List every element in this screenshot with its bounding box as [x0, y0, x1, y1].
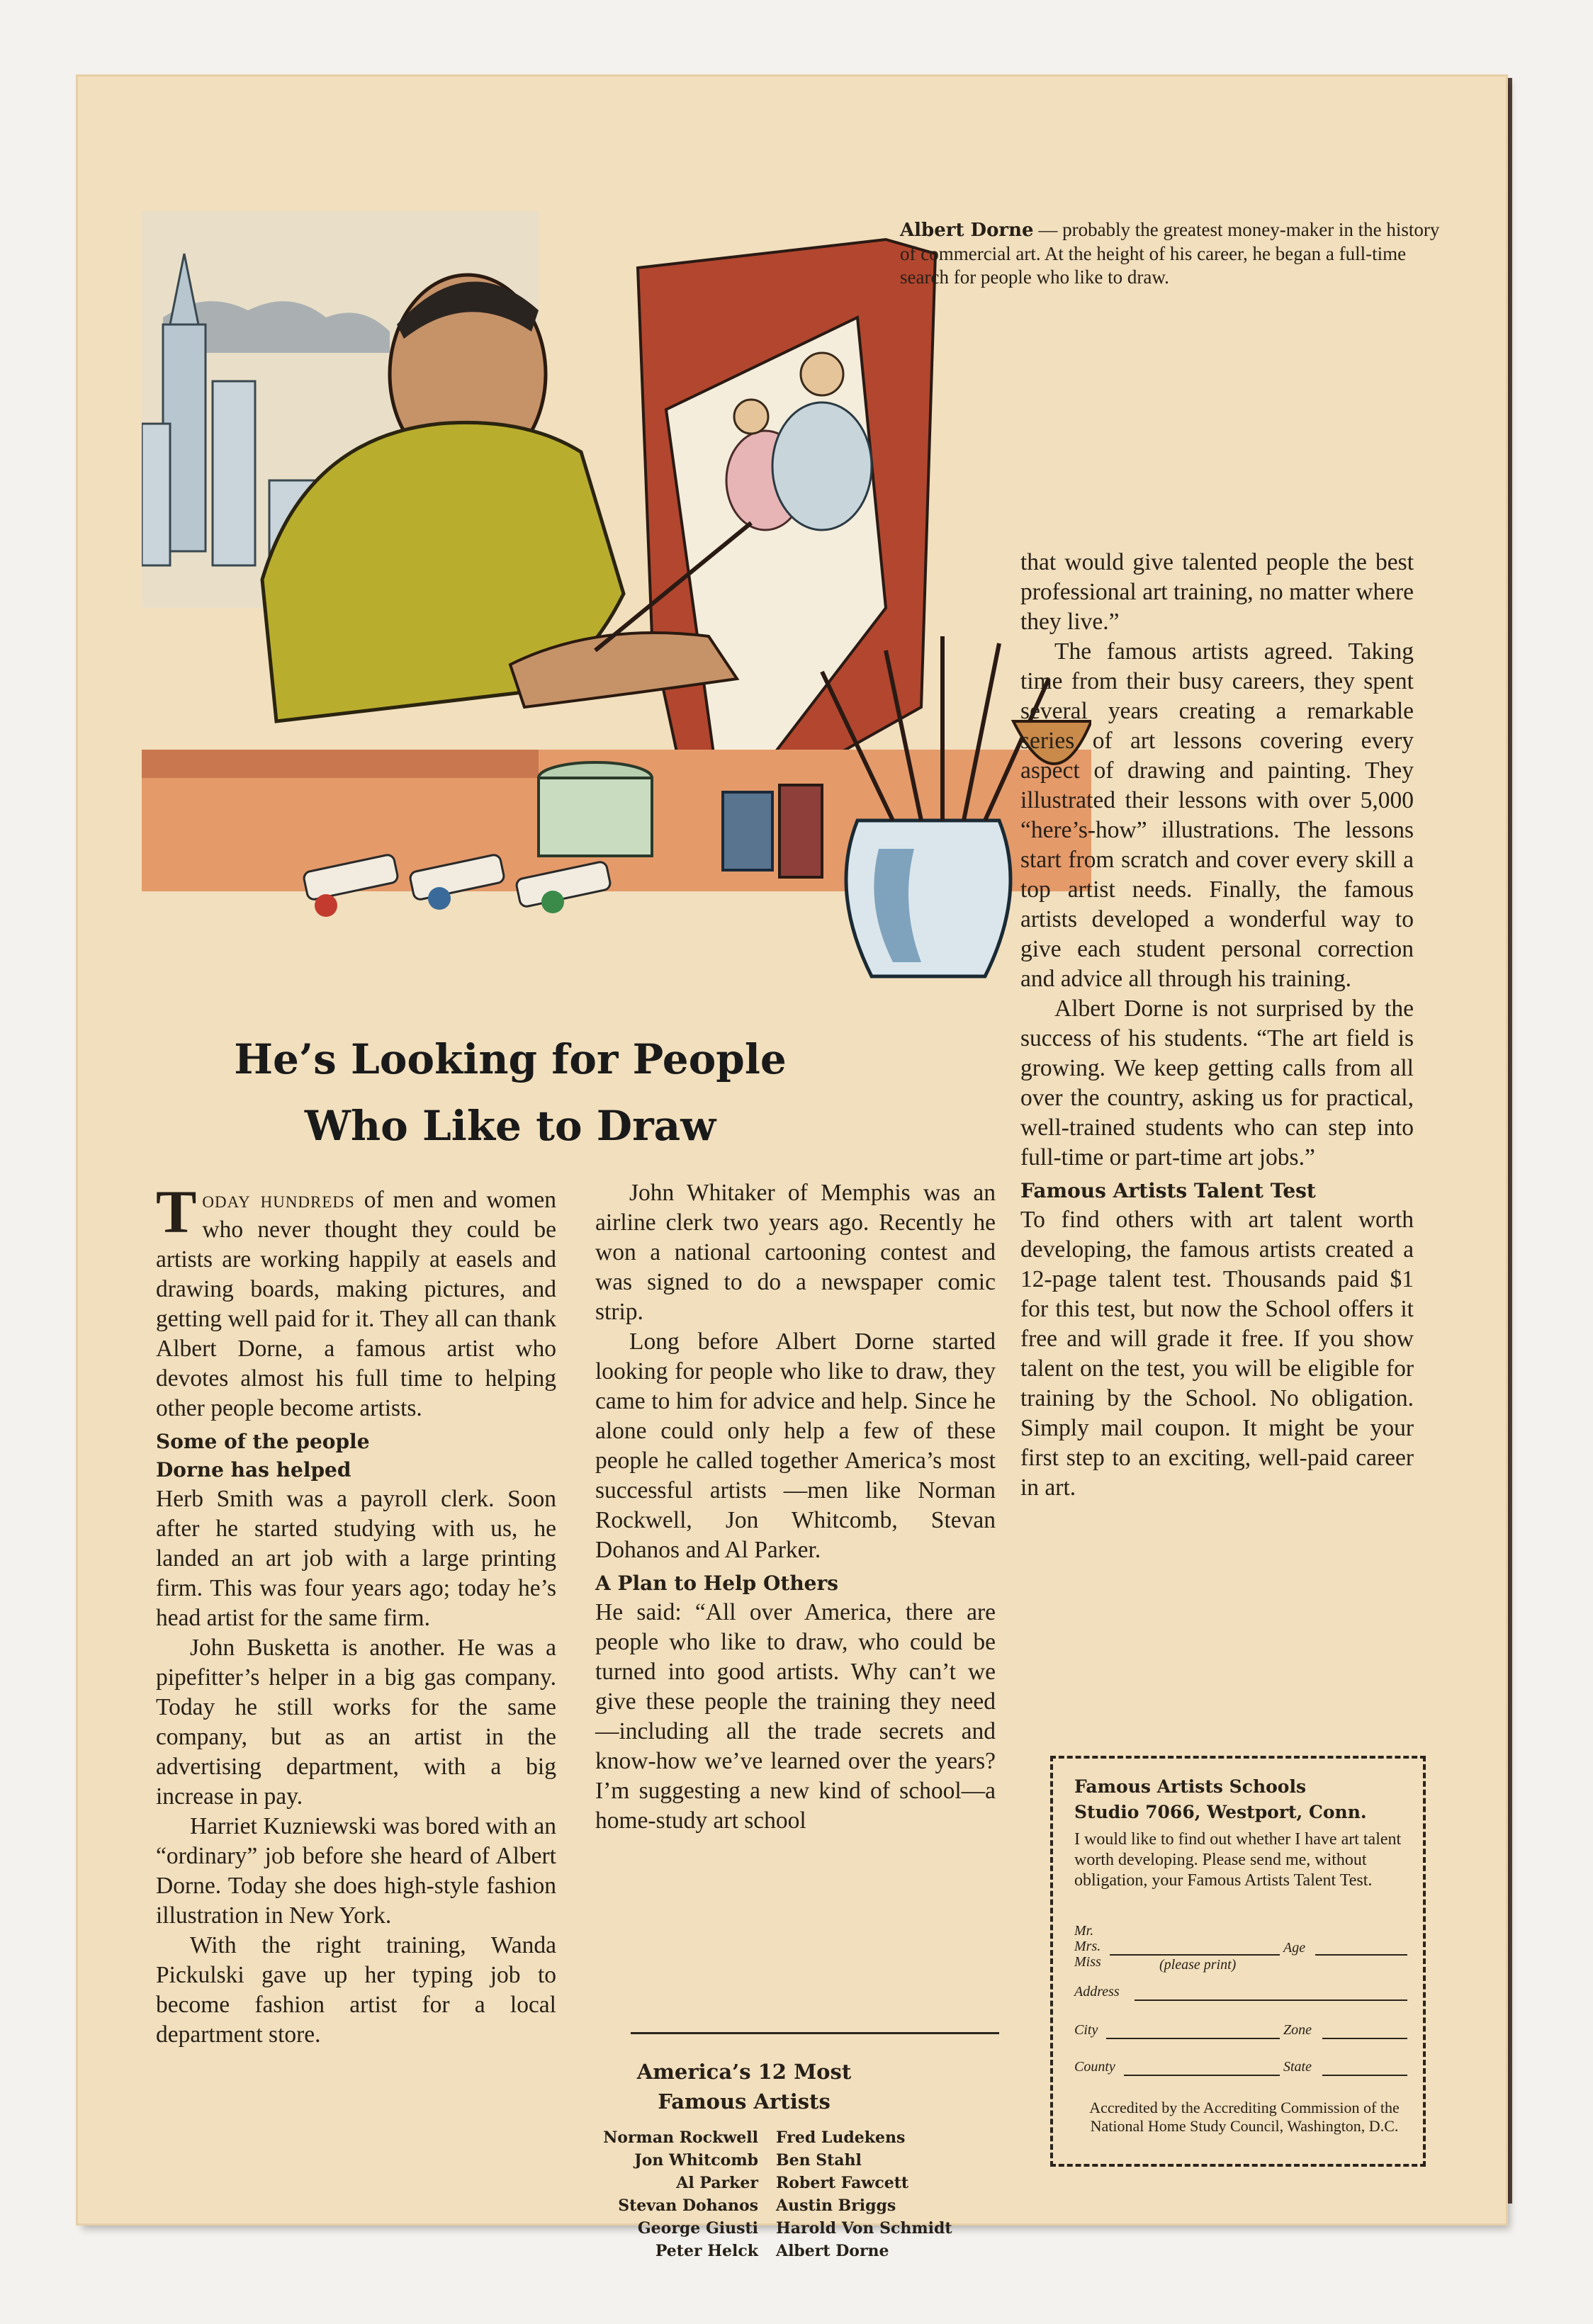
artist-name: Peter Helck	[655, 2242, 758, 2260]
artists-title-line-2: Famous Artists	[658, 2089, 831, 2114]
artist-name: Norman Rockwell	[603, 2128, 758, 2147]
coupon-label-county: County	[1074, 2059, 1115, 2075]
coupon-heading-line-2: Studio 7066, Westport, Conn.	[1074, 1802, 1367, 1822]
caption-text: — probably the greatest money-maker in the history of commercial art. At the height of his career, he began a full-time search for people who like to draw.	[900, 219, 1440, 288]
col3-subhead: Famous Artists Talent Test	[1020, 1179, 1316, 1202]
coupon-age-line[interactable]	[1315, 1954, 1407, 1956]
coupon-zone-line[interactable]	[1322, 2038, 1407, 2039]
col2-paragraph-2: Long before Albert Dorne started looking for people who like to draw, they came to him for advice and help. Since he alone could only help a few of these people he called together America’s most successful artists —men like Norman Rockwell, Jon Whitcomb, Stevan Dohanos and Al Parker.	[595, 1329, 996, 1563]
coupon-city-line[interactable]	[1106, 2038, 1280, 2039]
coupon-body: I would like to find out whether I have art talent worth developing. Please send me, without obligation, your Famous Artists Talent Test.	[1074, 1830, 1402, 1890]
artist-name: Jon Whitcomb	[634, 2151, 758, 2170]
artists-title-line-1: America’s 12 Most	[636, 2060, 852, 2084]
coupon-county-line[interactable]	[1124, 2075, 1280, 2076]
artist-name: Austin Briggs	[776, 2196, 896, 2215]
artists-box-rule	[631, 2032, 999, 2034]
coupon-heading	[1074, 1774, 1367, 1825]
col3-paragraph-2: The famous artists agreed. Taking time from their busy careers, they spent several years creating a remarkable series of art lessons covering every aspect of drawing and painting. They illustrated their lessons with over 5,000 “here’s-how” illustrations. The lessons start from scratch and cover every skill a top artist needs. Finally, the famous artists developed a wonderful way to give each student personal correction and advice all through his training.	[1020, 638, 1414, 992]
col1-paragraph-1-text: of men and women who never thought they could be artists are working happily at easels and drawing boards, making pictures, and getting well paid for it. They all can thank Albert Dorne, a famous artist who devotes almost his full time to helping other people become artists.	[156, 1187, 557, 1421]
drop-cap: T	[156, 1178, 197, 1246]
mail-coupon[interactable]	[1050, 1756, 1426, 2167]
coupon-address-line[interactable]	[1135, 1999, 1407, 2001]
text-column-3	[1020, 548, 1414, 1503]
illustration-caption	[900, 218, 1453, 289]
comic-back-cover	[78, 77, 1506, 2260]
coupon-label-city: City	[1074, 2022, 1098, 2038]
coupon-accreditation: Accredited by the Accrediting Commission of the National Home Study Council, Washington, D.C.	[1089, 2099, 1400, 2135]
headline-line-1: He’s Looking for People	[234, 1035, 787, 1083]
artists-box-title	[539, 2057, 950, 2116]
artist-name: Harold Von Schmidt	[776, 2219, 952, 2238]
coupon-label-state: State	[1283, 2059, 1312, 2075]
col1-subhead-line-2: Dorne has helped	[156, 1458, 351, 1482]
artist-name: Ben Stahl	[776, 2151, 862, 2170]
coupon-state-line[interactable]	[1322, 2075, 1407, 2076]
col1-paragraph-3: John Busketta is another. He was a pipefitter’s helper in a big gas company. Today he still works for the same company, but as an artist in the advertising department, with a big increase in pay.	[156, 1635, 556, 1810]
col1-paragraph-2: Herb Smith was a payroll clerk. Soon after he started studying with us, he landed an art job with a large printing firm. This was four years ago; today he’s head artist for the same firm.	[156, 1486, 556, 1631]
artists-list-right	[776, 2126, 1031, 2262]
artist-name: George Giusti	[637, 2219, 758, 2238]
headline-line-2: Who Like to Draw	[304, 1102, 716, 1150]
artist-illustration	[142, 211, 1091, 1058]
lead-in: oday hundreds	[202, 1187, 355, 1213]
artist-name: Al Parker	[676, 2174, 758, 2192]
col2-paragraph-3: He said: “All over America, there are people who like to draw, who could be turned into good artists. Why can’t we give these people the training they need—including all the trade secrets and know-how we’ve learned over the years? I’m suggesting a new kind of school—a home-study art school	[595, 1599, 996, 1834]
col1-paragraph-1	[156, 1178, 557, 1423]
artist-name: Robert Fawcett	[776, 2174, 909, 2192]
coupon-label-address: Address	[1074, 1984, 1120, 1999]
coupon-label-miss: Miss	[1074, 1954, 1101, 1970]
col3-paragraph-4: To find others with art talent worth developing, the famous artists created a 12-page talent test. Thousands paid $1 for this test, but now the School offers it free and will grade it free. If you show talent on the test, you will be eligible for training by the School. No obligation. Simply mail coupon. It might be your first step to an exciting, well-paid career in art.	[1020, 1207, 1414, 1501]
coupon-label-zone: Zone	[1283, 2022, 1312, 2038]
artist-name: Stevan Dohanos	[618, 2196, 758, 2215]
headline	[149, 1026, 872, 1159]
coupon-name-line[interactable]	[1110, 1954, 1280, 1956]
col1-paragraph-5: With the right training, Wanda Pickulski gave up her typing job to become fashion artist for a local department store.	[156, 1932, 556, 2048]
artist-name: Albert Dorne	[776, 2242, 889, 2260]
col2-paragraph-1: John Whitaker of Memphis was an airline clerk two years ago. Recently he won a national cartooning contest and was signed to do a newspaper comic strip.	[595, 1180, 996, 1325]
coupon-label-mrs: Mrs.	[1074, 1939, 1101, 1954]
caption-name: Albert Dorne	[900, 220, 1034, 241]
col3-paragraph-1: that would give talented people the best professional art training, no matter where they live.”	[1020, 549, 1414, 635]
col2-subhead: A Plan to Help Others	[595, 1572, 839, 1595]
text-column-2	[595, 1178, 996, 1836]
col3-paragraph-3: Albert Dorne is not surprised by the success of his students. “The art field is growing. We keep getting calls from all over the country, asking us for practical, well-trained students who can step into full-time or part-time art jobs.”	[1020, 995, 1414, 1171]
coupon-heading-line-1: Famous Artists Schools	[1074, 1776, 1307, 1797]
coupon-label-age: Age	[1283, 1940, 1306, 1956]
text-column-1	[156, 1178, 557, 2050]
col1-subhead-line-1: Some of the people	[156, 1430, 370, 1453]
col1-paragraph-4: Harriet Kuzniewski was bored with an “ordinary” job before she heard of Albert Dorne. Today she does high-style fashion illustration in New York.	[156, 1813, 556, 1929]
artists-list-left	[503, 2126, 758, 2262]
coupon-please-print: (please print)	[1159, 1957, 1237, 1973]
col1-subhead	[156, 1428, 556, 1484]
coupon-label-mr: Mr.	[1074, 1923, 1094, 1939]
artist-name: Fred Ludekens	[776, 2128, 906, 2147]
